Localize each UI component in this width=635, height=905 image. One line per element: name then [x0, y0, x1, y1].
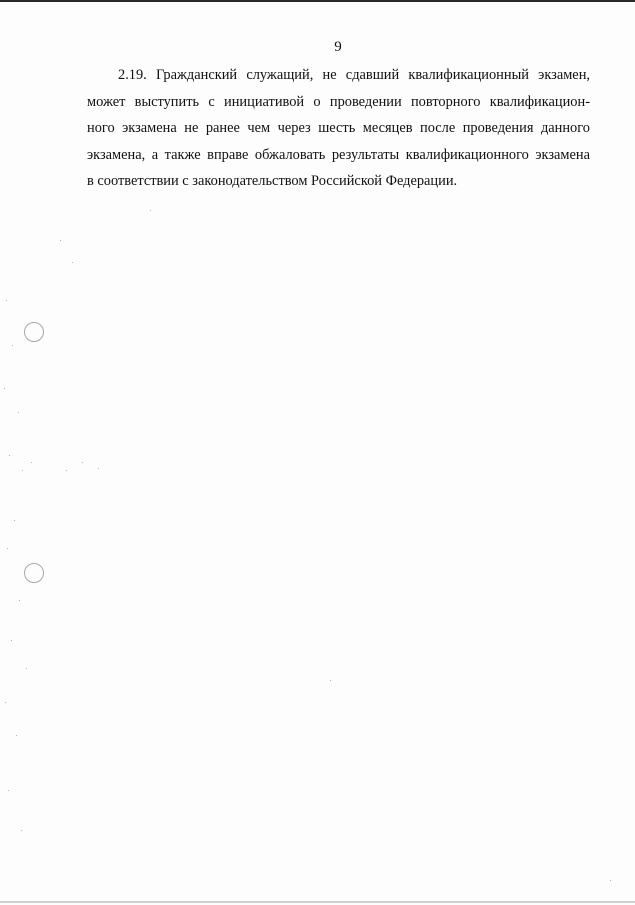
scan-speck — [4, 388, 5, 389]
scan-speck — [6, 300, 7, 301]
paragraph-line: ного экзамена не ранее чем через шесть месяцев после проведения данного — [87, 120, 590, 136]
scan-speck — [98, 468, 99, 469]
scan-speck — [22, 470, 23, 471]
scan-speck — [16, 735, 17, 736]
scan-speck — [8, 790, 9, 791]
paragraph-line: может выступить с инициативой о проведении повторного квалификацион- — [87, 93, 590, 110]
punch-hole-mark — [24, 322, 44, 342]
scan-speck — [11, 640, 12, 641]
scan-speck — [26, 668, 27, 669]
scan-speck — [72, 262, 73, 263]
scan-speck — [330, 680, 331, 681]
scan-speck — [66, 470, 67, 471]
scan-speck — [31, 462, 32, 463]
scan-speck — [14, 520, 15, 521]
scan-speck — [21, 830, 22, 831]
scan-speck — [5, 702, 6, 703]
paragraph-line: экзамена, а также вправе обжаловать результаты квалификационного экзамена — [87, 146, 590, 163]
page-number: 9 — [334, 39, 342, 55]
scan-speck — [60, 240, 61, 241]
paragraph-line: 2.19. Гражданский служащий, не сдавший квалификационный экзамен, — [118, 67, 590, 83]
scan-speck — [19, 600, 20, 601]
scan-speck — [12, 345, 13, 346]
scan-speck — [82, 462, 83, 463]
scan-speck — [7, 548, 8, 549]
scan-speck — [150, 210, 151, 211]
scan-speck — [9, 455, 10, 456]
scan-speck — [610, 880, 611, 881]
scan-bottom-edge — [0, 901, 635, 903]
paragraph-line: в соответствии с законодательством Российской Федерации. — [87, 173, 458, 189]
punch-hole-mark — [24, 563, 44, 583]
scan-speck — [18, 412, 19, 413]
paragraph-2-19 — [87, 62, 590, 195]
scan-top-edge — [0, 0, 635, 2]
